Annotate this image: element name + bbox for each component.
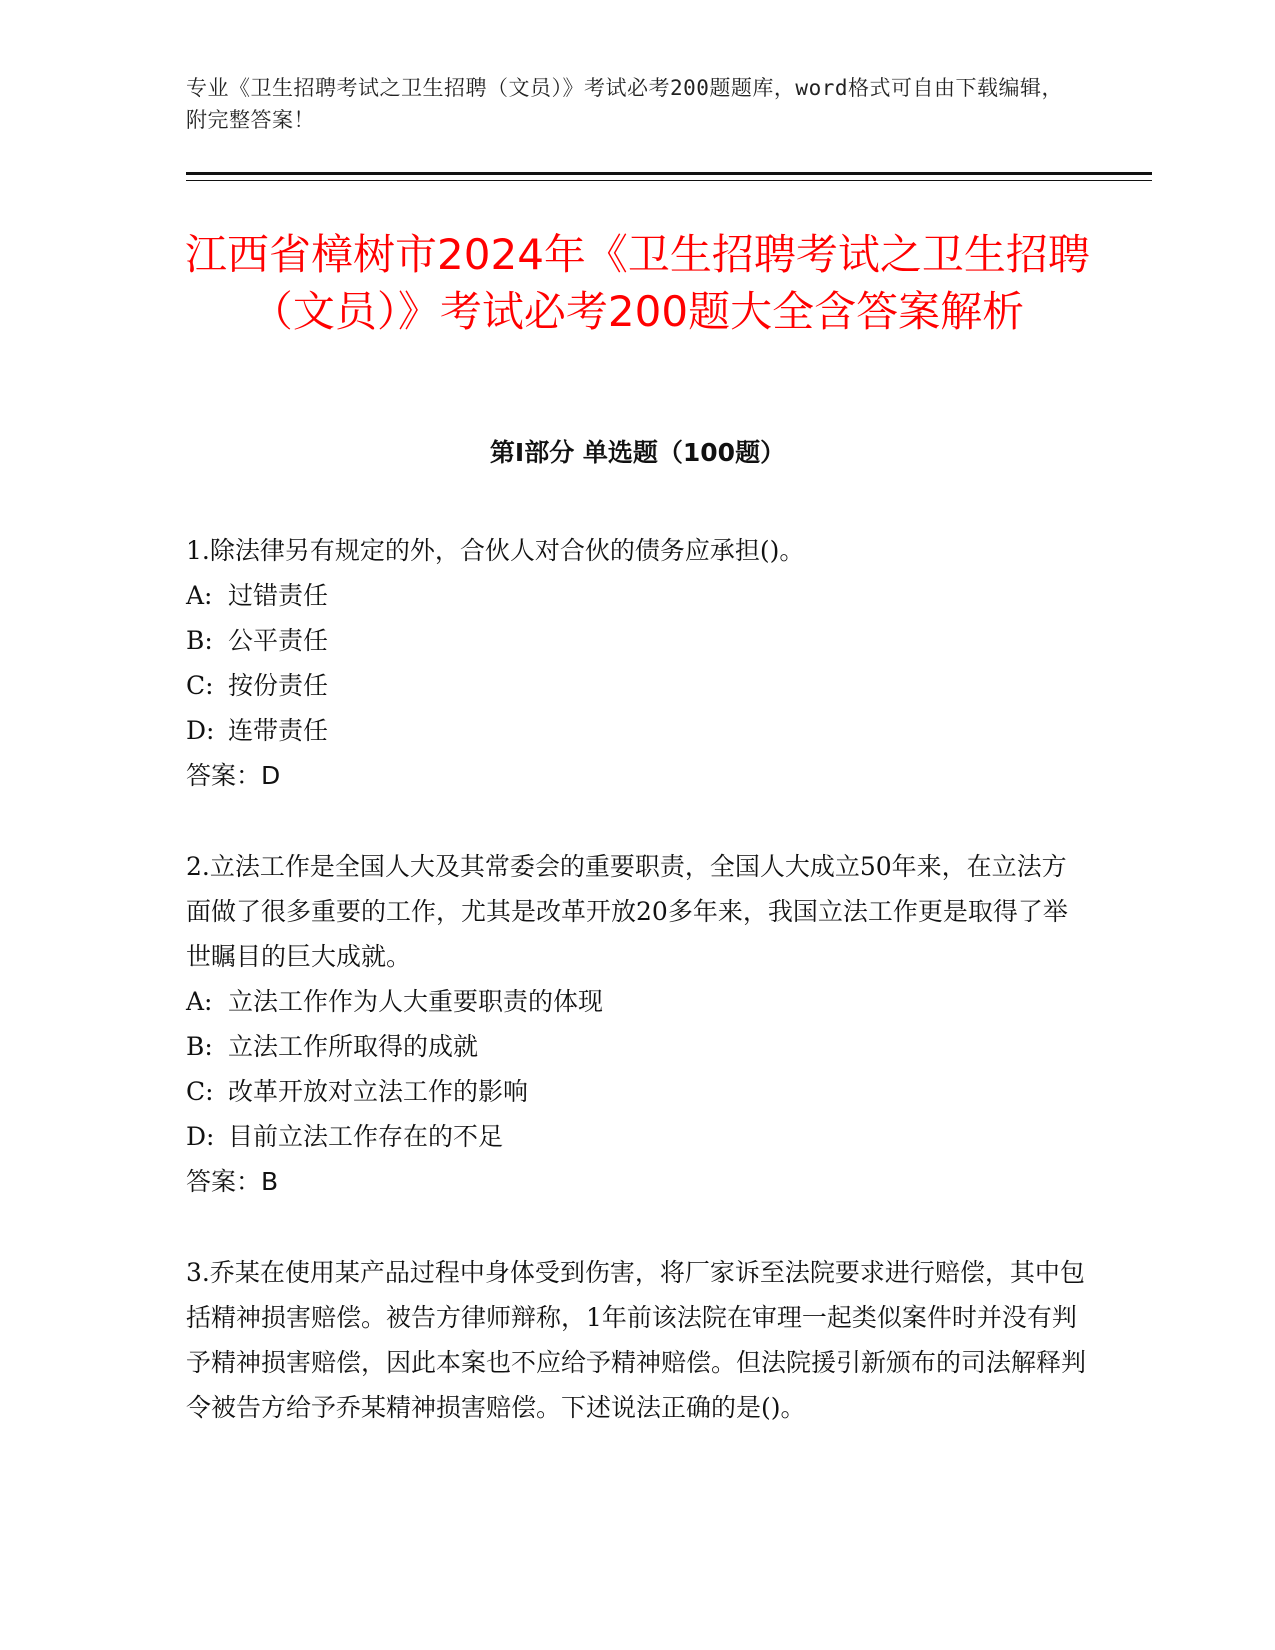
option-letter: A: — [186, 987, 213, 1016]
option-a — [186, 573, 1086, 618]
option-letter: B: — [186, 1032, 213, 1061]
option-letter: A: — [186, 581, 213, 610]
question-2 — [186, 844, 1086, 1204]
option-b — [186, 618, 1086, 663]
option-text: 按份责任 — [228, 671, 329, 700]
option-d — [186, 1114, 1086, 1159]
option-text: 改革开放对立法工作的影响 — [228, 1077, 529, 1106]
option-text: 公平责任 — [228, 626, 329, 655]
header-note: 专业《卫生招聘考试之卫生招聘（文员）》考试必考200题题库，word格式可自由下载编辑，附完整答案！ — [186, 76, 1063, 132]
option-text: 立法工作所取得的成就 — [228, 1032, 479, 1061]
header-divider-thick — [186, 172, 1152, 175]
header-divider-thin — [186, 180, 1152, 181]
option-text: 目前立法工作存在的不足 — [228, 1122, 504, 1151]
option-text: 立法工作作为人大重要职责的体现 — [228, 987, 604, 1016]
option-text: 过错责任 — [228, 581, 329, 610]
answer: 答案：B — [186, 1167, 279, 1196]
question-stem: 2.立法工作是全国人大及其常委会的重要职责，全国人大成立50年来，在立法方面做了很多重要的工作，尤其是改革开放20多年来，我国立法工作更是取得了举世瞩目的巨大成就。 — [186, 852, 1068, 971]
question-list — [186, 528, 1086, 1476]
question-stem: 1.除法律另有规定的外，合伙人对合伙的债务应承担()。 — [186, 536, 805, 565]
option-letter: C: — [186, 671, 214, 700]
option-a — [186, 979, 1086, 1024]
document-title: 江西省樟树市2024年《卫生招聘考试之卫生招聘（文员）》考试必考200题大全含答案解析 — [185, 230, 1090, 336]
section-title: 第Ⅰ部分 单选题（100题） — [489, 438, 786, 467]
option-d — [186, 708, 1086, 753]
option-b — [186, 1024, 1086, 1069]
option-letter: C: — [186, 1077, 214, 1106]
option-letter: D: — [186, 1122, 215, 1151]
question-stem: 3.乔某在使用某产品过程中身体受到伤害，将厂家诉至法院要求进行赔偿，其中包括精神损害赔偿。被告方律师辩称，1年前该法院在审理一起类似案件时并没有判予精神损害赔偿，因此本案也不应给予精神赔偿。但法院援引新颁布的司法解释判令被告方给予乔某精神损害赔偿。下述说法正确的是()。 — [186, 1258, 1087, 1422]
option-letter: D: — [186, 716, 215, 745]
question-3 — [186, 1250, 1086, 1430]
answer: 答案：D — [186, 761, 281, 790]
option-c — [186, 663, 1086, 708]
option-text: 连带责任 — [228, 716, 329, 745]
question-1 — [186, 528, 1086, 798]
option-letter: B: — [186, 626, 213, 655]
option-c — [186, 1069, 1086, 1114]
